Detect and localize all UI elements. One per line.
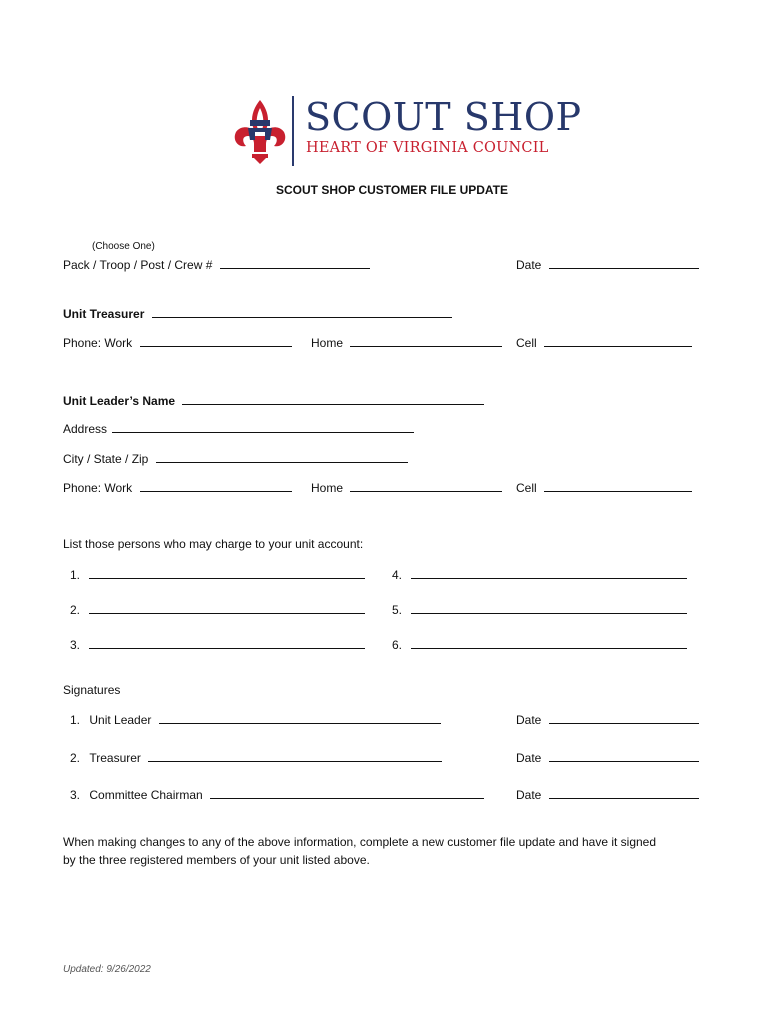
signature-label: Unit Leader xyxy=(89,713,152,727)
phone-work-label: Phone: Work xyxy=(63,336,133,350)
charge-name-field-3[interactable] xyxy=(89,637,365,649)
date-row-top xyxy=(516,257,699,272)
choose-one-note: (Choose One) xyxy=(92,241,155,252)
charge-name-field-5[interactable] xyxy=(411,602,687,614)
unit-leader-name-field[interactable] xyxy=(182,393,484,405)
cell-label: Cell xyxy=(516,336,537,350)
unit-treasurer-row xyxy=(63,306,452,321)
instructions-line-2: by the three registered members of your unit listed above. xyxy=(63,853,370,867)
charge-item-4 xyxy=(392,567,687,582)
charge-item-1 xyxy=(70,567,365,582)
signature-date-row-2 xyxy=(516,750,699,765)
unit-leader-signature-field[interactable] xyxy=(159,712,441,724)
treasurer-signature-field[interactable] xyxy=(148,750,442,762)
fleur-de-lis-eagle-icon xyxy=(230,94,290,168)
signature-number: 3. xyxy=(70,788,81,802)
leader-home-phone-field[interactable] xyxy=(350,480,502,492)
charge-number: 2. xyxy=(70,603,81,617)
treasurer-cell-phone-field[interactable] xyxy=(544,335,692,347)
treasurer-phone-work-row xyxy=(63,335,292,350)
leader-phone-work-row xyxy=(63,480,292,495)
committee-chairman-signature-field[interactable] xyxy=(210,787,484,799)
city-state-zip-label: City / State / Zip xyxy=(63,452,149,466)
charge-number: 6. xyxy=(392,638,403,652)
charge-item-6 xyxy=(392,637,687,652)
charge-name-field-4[interactable] xyxy=(411,567,687,579)
home-label: Home xyxy=(311,336,344,350)
signature-row-committee-chairman xyxy=(70,787,484,802)
charge-item-5 xyxy=(392,602,687,617)
address-field[interactable] xyxy=(112,421,414,433)
date-field-top[interactable] xyxy=(549,257,699,269)
signature-date-row-1 xyxy=(516,712,699,727)
address-label: Address xyxy=(63,422,108,436)
charge-name-field-2[interactable] xyxy=(89,602,365,614)
unit-number-field[interactable] xyxy=(220,257,370,269)
date-label: Date xyxy=(516,788,542,802)
treasurer-date-field[interactable] xyxy=(549,750,699,762)
unit-type-row xyxy=(63,257,370,272)
leader-home-row xyxy=(311,480,502,495)
charge-list-label: List those persons who may charge to your unit account: xyxy=(63,537,364,551)
date-label: Date xyxy=(516,258,542,272)
leader-cell-phone-field[interactable] xyxy=(544,480,692,492)
date-label: Date xyxy=(516,751,542,765)
phone-work-label: Phone: Work xyxy=(63,481,133,495)
treasurer-cell-row xyxy=(516,335,692,350)
leader-cell-row xyxy=(516,480,692,495)
signature-row-unit-leader xyxy=(70,712,441,727)
cell-label: Cell xyxy=(516,481,537,495)
unit-leader-name-label: Unit Leader’s Name xyxy=(63,394,176,408)
signature-number: 2. xyxy=(70,751,81,765)
brand-name: SCOUT SHOP xyxy=(305,95,582,139)
city-state-zip-field[interactable] xyxy=(156,451,408,463)
form-title: SCOUT SHOP CUSTOMER FILE UPDATE xyxy=(276,183,509,197)
city-state-zip-row xyxy=(63,451,408,466)
signature-number: 1. xyxy=(70,713,81,727)
unit-treasurer-label: Unit Treasurer xyxy=(63,307,145,321)
address-row xyxy=(63,421,414,436)
unit-type-label: Pack / Troop / Post / Crew # xyxy=(63,258,213,272)
charge-item-3 xyxy=(70,637,365,652)
updated-note: Updated: 9/26/2022 xyxy=(63,964,151,975)
logo-divider xyxy=(292,96,294,166)
charge-item-2 xyxy=(70,602,365,617)
unit-leader-name-row xyxy=(63,393,484,408)
instructions-line-1: When making changes to any of the above information, complete a new customer file update and have it signed xyxy=(63,835,657,849)
treasurer-work-phone-field[interactable] xyxy=(140,335,292,347)
charge-name-field-1[interactable] xyxy=(89,567,365,579)
leader-work-phone-field[interactable] xyxy=(140,480,292,492)
unit-treasurer-field[interactable] xyxy=(152,306,452,318)
treasurer-home-phone-field[interactable] xyxy=(350,335,502,347)
signature-date-row-3 xyxy=(516,787,699,802)
signature-label: Committee Chairman xyxy=(89,788,203,802)
unit-leader-date-field[interactable] xyxy=(549,712,699,724)
brand-subtitle: HEART OF VIRGINIA COUNCIL xyxy=(306,140,549,156)
signature-label: Treasurer xyxy=(89,751,141,765)
signatures-label: Signatures xyxy=(63,683,121,697)
committee-chairman-date-field[interactable] xyxy=(549,787,699,799)
charge-number: 5. xyxy=(392,603,403,617)
charge-number: 1. xyxy=(70,568,81,582)
signature-row-treasurer xyxy=(70,750,442,765)
charge-number: 4. xyxy=(392,568,403,582)
treasurer-home-row xyxy=(311,335,502,350)
home-label: Home xyxy=(311,481,344,495)
charge-name-field-6[interactable] xyxy=(411,637,687,649)
charge-number: 3. xyxy=(70,638,81,652)
date-label: Date xyxy=(516,713,542,727)
